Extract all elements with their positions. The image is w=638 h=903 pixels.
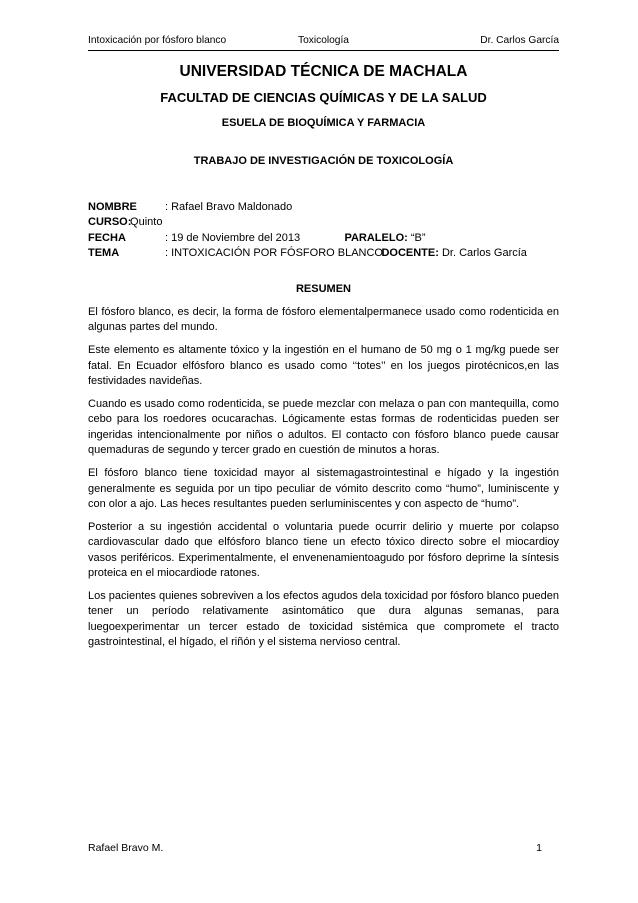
- docente-label: DOCENTE:: [381, 246, 439, 259]
- tema-value: : INTOXICACIÓN POR FÓSFORO BLANCO: [165, 246, 383, 259]
- paralelo-value: “B”: [407, 231, 426, 244]
- header-left-text: Intoxicación por fósforo blanco: [88, 35, 227, 46]
- work-title: TRABAJO DE INVESTIGACIÓN DE TOXICOLOGÍA: [193, 155, 454, 167]
- paralelo-label: PARALELO:: [344, 231, 408, 244]
- paragraph: El fósforo blanco, es decir, la forma de fósforo elementalpermanece usado como rodenticida en algunas partes del mundo.: [88, 306, 559, 334]
- paragraph: Posterior a su ingestión accidental o voluntaria puede ocurrir delirio y muerte por colapso cardiovascular dado que elfósforo blanco tiene un efecto tóxico directo sobre el miocardioy vasos periféricos. Experimentalmente, el envenenamientoagudo por fósforo deprime la síntesis proteica en el miocardiode ratones.: [88, 520, 559, 580]
- faculty-title: FACULTAD DE CIENCIAS QUÍMICAS Y DE LA SALUD: [160, 90, 487, 105]
- curso-label: CURSO:: [88, 216, 132, 229]
- nombre-label: NOMBRE: [88, 201, 137, 213]
- fecha-label: FECHA: [88, 231, 126, 244]
- fecha-value: : 19 de Noviembre del 2013: [165, 231, 301, 244]
- student-info: [88, 200, 559, 261]
- footer-author: Rafael Bravo M.: [88, 842, 164, 854]
- paragraph: El fósforo blanco tiene toxicidad mayor al sistemagastrointestinal e hígado y la ingestión generalmente es seguida por un tipo peculiar de vómito descrito como “humo”, luminiscente y con olor a ajo. Las heces resultantes pueden serluminiscentes y con aspecto de “humo”.: [88, 467, 559, 510]
- page-number: 1: [536, 842, 542, 854]
- header-center-text: Toxicología: [298, 35, 349, 46]
- running-header: [88, 32, 559, 51]
- docente-value: Dr. Carlos García: [438, 246, 527, 259]
- paragraph: Los pacientes quienes sobreviven a los efectos agudos dela toxicidad por fósforo blanco pueden tener un período relativamente asintomático que dura algunas semanas, para luegoexperimentar un tercer estado de toxicidad sistémica que compromete el tracto gastrointestinal, el hígado, el riñón y el sistema nervioso central.: [88, 590, 559, 649]
- resumen-heading: RESUMEN: [295, 283, 351, 295]
- title-block: [88, 60, 559, 169]
- university-title: UNIVERSIDAD TÉCNICA DE MACHALA: [179, 63, 468, 80]
- curso-value: Quinto: [127, 216, 163, 229]
- nombre-value: : Rafael Bravo Maldonado: [165, 201, 293, 213]
- tema-label: TEMA: [88, 246, 120, 259]
- school-title: ESUELA DE BIOQUÍMICA Y FARMACIA: [221, 117, 426, 129]
- paragraph: Este elemento es altamente tóxico y la ingestión en el humano de 50 mg o 1 mg/kg puede ser fatal. En Ecuador elfósforo blanco es usado como ‘‘totes’’ en los juegos pirotécnicos,en las festividades navideñas.: [88, 344, 559, 388]
- info-row-tema: [88, 246, 559, 261]
- info-row-nombre: [88, 200, 559, 215]
- header-right-text: Dr. Carlos García: [480, 35, 559, 46]
- paragraph: Cuando es usado como rodenticida, se puede mezclar con melaza o pan con mantequilla, como cebo para los roedores ocucarachas. Lógicamente estas formas de rodenticidas pueden ser ingeridas intencionalmente por niños o adultos. El contacto con fósforo blanco puede causar quemaduras de segundo y tercer grado en cuestión de minutos a horas.: [88, 398, 559, 457]
- resumen-body: [88, 305, 559, 658]
